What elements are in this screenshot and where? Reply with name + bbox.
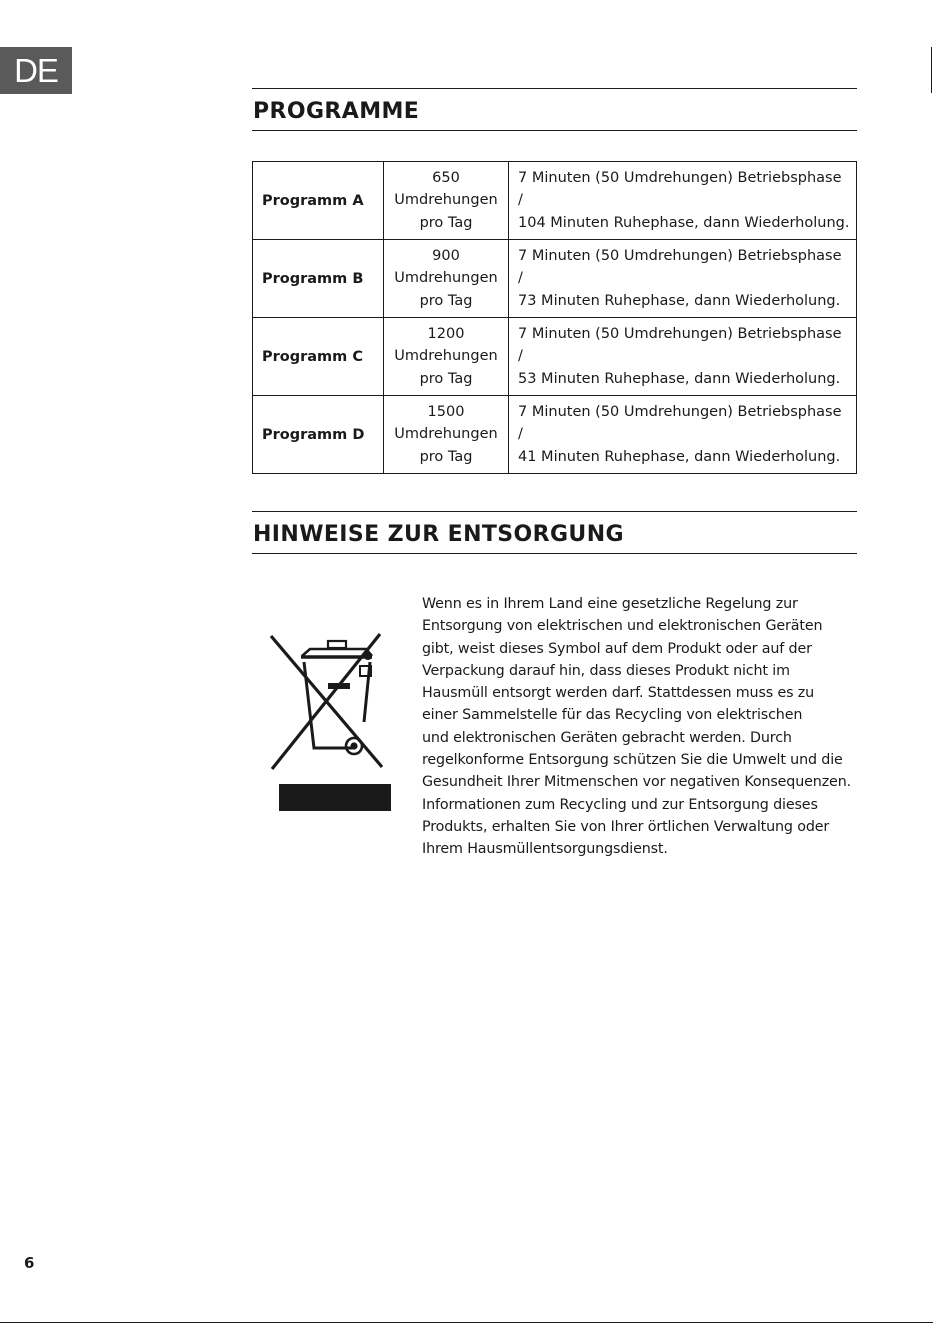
program-description bbox=[509, 162, 857, 240]
page-edge-line bbox=[0, 1322, 933, 1323]
crop-mark bbox=[931, 47, 932, 93]
program-name: Programm D bbox=[253, 396, 384, 474]
paragraph-line: regelkonforme Entsorgung schützen Sie die Umwelt und die bbox=[422, 752, 843, 769]
description-line: 7 Minuten (50 Umdrehungen) Betriebsphase / bbox=[518, 169, 842, 209]
description-line: 7 Minuten (50 Umdrehungen) Betriebsphase / bbox=[518, 325, 842, 365]
language-tab: DE bbox=[0, 47, 72, 94]
revolutions-per: pro Tag bbox=[419, 370, 473, 387]
revolutions-value: 650 bbox=[432, 169, 460, 186]
paragraph-line: Gesundheit Ihrer Mitmenschen vor negativen Konsequenzen. bbox=[422, 774, 852, 791]
description-line: 104 Minuten Ruhephase, dann Wiederholung. bbox=[518, 214, 850, 231]
revolutions-cell bbox=[384, 318, 509, 396]
revolutions-per: pro Tag bbox=[419, 214, 473, 231]
paragraph-line: Ihrem Hausmüllentsorgungsdienst. bbox=[422, 841, 668, 858]
description-line: 73 Minuten Ruhephase, dann Wiederholung. bbox=[518, 292, 841, 309]
program-description bbox=[509, 318, 857, 396]
disposal-paragraph bbox=[422, 593, 852, 861]
weee-crossed-out-bin-icon bbox=[268, 630, 394, 812]
page-number: 6 bbox=[24, 1254, 35, 1272]
table-row bbox=[253, 162, 857, 240]
revolutions-unit: Umdrehungen bbox=[394, 270, 498, 287]
paragraph-line: gibt, weist dieses Symbol auf dem Produkt oder auf der bbox=[422, 640, 812, 657]
revolutions-per: pro Tag bbox=[419, 292, 473, 309]
table-row bbox=[253, 396, 857, 474]
program-description bbox=[509, 396, 857, 474]
paragraph-line: Verpackung darauf hin, dass dieses Produkt nicht im bbox=[422, 662, 790, 679]
revolutions-unit: Umdrehungen bbox=[394, 348, 498, 365]
revolutions-cell bbox=[384, 162, 509, 240]
revolutions-value: 900 bbox=[432, 247, 460, 264]
section-heading-programme: PROGRAMME bbox=[252, 88, 857, 131]
paragraph-line: und elektronischen Geräten gebracht werden. Durch bbox=[422, 729, 792, 746]
section-heading-disposal: HINWEISE ZUR ENTSORGUNG bbox=[252, 511, 857, 554]
program-name: Programm B bbox=[253, 240, 384, 318]
paragraph-line: Informationen zum Recycling und zur Entsorgung dieses bbox=[422, 796, 818, 813]
paragraph-line: Hausmüll entsorgt werden darf. Stattdessen muss es zu bbox=[422, 685, 815, 702]
description-line: 41 Minuten Ruhephase, dann Wiederholung. bbox=[518, 448, 841, 465]
description-line: 7 Minuten (50 Umdrehungen) Betriebsphase / bbox=[518, 247, 842, 287]
revolutions-unit: Umdrehungen bbox=[394, 426, 498, 443]
program-name: Programm A bbox=[253, 162, 384, 240]
table-row bbox=[253, 318, 857, 396]
revolutions-cell bbox=[384, 240, 509, 318]
revolutions-cell bbox=[384, 396, 509, 474]
revolutions-unit: Umdrehungen bbox=[394, 192, 498, 209]
program-description bbox=[509, 240, 857, 318]
description-line: 7 Minuten (50 Umdrehungen) Betriebsphase / bbox=[518, 403, 842, 443]
description-line: 53 Minuten Ruhephase, dann Wiederholung. bbox=[518, 370, 841, 387]
revolutions-per: pro Tag bbox=[419, 448, 473, 465]
revolutions-value: 1500 bbox=[427, 403, 465, 420]
paragraph-line: Wenn es in Ihrem Land eine gesetzliche Regelung zur bbox=[422, 596, 798, 612]
paragraph-line: einer Sammelstelle für das Recycling von elektrischen bbox=[422, 707, 803, 724]
table-row bbox=[253, 240, 857, 318]
programs-table bbox=[252, 161, 857, 474]
paragraph-line: Entsorgung von elektrischen und elektronischen Geräten bbox=[422, 618, 823, 635]
revolutions-value: 1200 bbox=[427, 325, 465, 342]
paragraph-line: Produkts, erhalten Sie von Ihrer örtlichen Verwaltung oder bbox=[422, 818, 830, 835]
program-name: Programm C bbox=[253, 318, 384, 396]
